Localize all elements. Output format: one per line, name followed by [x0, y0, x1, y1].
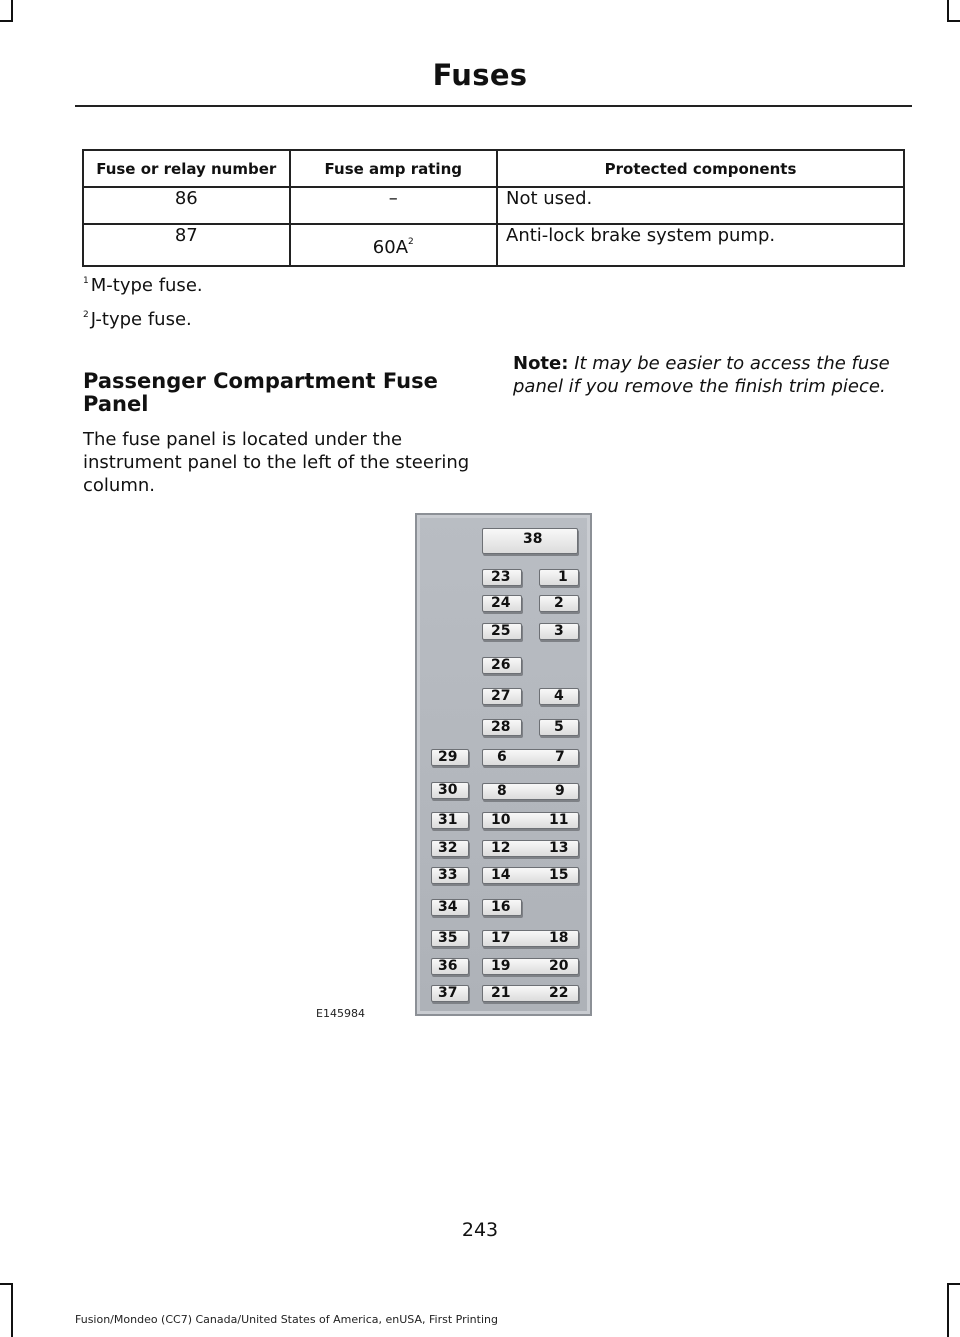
- fuse-number-label: 28: [491, 719, 511, 735]
- fuse-slot: [539, 595, 579, 612]
- table-row: [83, 224, 904, 266]
- crop-mark-top-right: [947, 0, 949, 22]
- fuse-slot: [539, 688, 579, 705]
- fuse-number-label: 15: [549, 867, 569, 883]
- fuse-number-label: 35: [438, 930, 458, 946]
- fuse-slot: [482, 783, 579, 800]
- footnote-reference: 2: [408, 237, 414, 247]
- fuse-number-label: 10: [491, 812, 511, 828]
- page-footer: Fusion/Mondeo (CC7) Canada/United States of America, enUSA, First Printing: [75, 1313, 498, 1326]
- fuse-number-label: 32: [438, 840, 458, 856]
- protected-components-cell: Not used.: [497, 187, 904, 224]
- fuse-slot: [482, 930, 579, 947]
- fuse-number-label: 20: [549, 958, 569, 974]
- fuse-slot: [482, 749, 579, 766]
- amp-rating-value: 60A: [372, 237, 409, 258]
- fuse-number-label: 31: [438, 812, 458, 828]
- fuse-slot: [431, 930, 469, 947]
- crop-mark-top-left: [11, 0, 13, 22]
- fuse-slot: [482, 840, 579, 857]
- fuse-number-label: 1: [558, 569, 568, 585]
- fuse-slot: [431, 749, 469, 766]
- fuse-number-label: 2: [554, 595, 564, 611]
- figure-reference-code: E145984: [316, 1007, 365, 1020]
- crop-mark-bottom-left: [0, 1283, 13, 1285]
- fuse-number-label: 5: [554, 719, 564, 735]
- column-header-protected-components: Protected components: [497, 150, 904, 187]
- fuse-number-label: 24: [491, 595, 511, 611]
- fuse-number-label: 11: [549, 812, 569, 828]
- fuse-number-label: 25: [491, 623, 511, 639]
- paragraph-line: instrument panel to the left of the steering: [83, 452, 470, 473]
- fuse-number-label: 13: [549, 840, 569, 856]
- crop-mark-bottom-right: [947, 1283, 960, 1285]
- footnote-2: [83, 309, 192, 330]
- fuse-number-label: 34: [438, 899, 458, 915]
- fuse-number-label: 27: [491, 688, 511, 704]
- amp-rating-cell: –: [290, 187, 497, 224]
- fuse-number-label: 30: [438, 782, 458, 798]
- fuse-number-label: 33: [438, 867, 458, 883]
- crop-mark-bottom-left: [11, 1283, 13, 1337]
- table-header-row: [83, 150, 904, 187]
- fuse-number-label: 3: [554, 623, 564, 639]
- fuse-slot: [431, 812, 469, 829]
- column-header-amp-rating: Fuse amp rating: [290, 150, 497, 187]
- note-label: Note:: [513, 353, 569, 374]
- table-row: [83, 187, 904, 224]
- crop-mark-bottom-right: [947, 1283, 949, 1337]
- fuse-number-label: 4: [554, 688, 564, 704]
- fuse-slot: [431, 899, 469, 916]
- fuse-number-label: 14: [491, 867, 511, 883]
- fuse-number-label: 18: [549, 930, 569, 946]
- note-text-line: It may be easier to access the fuse: [574, 353, 890, 374]
- note-paragraph: [513, 352, 913, 398]
- fuse-slot: [482, 867, 579, 884]
- fuse-panel-diagram: [415, 513, 592, 1016]
- fuse-number-cell: 87: [83, 224, 290, 266]
- fuse-slot: [482, 595, 522, 612]
- fuse-slot: [482, 623, 522, 640]
- fuse-number-label: 23: [491, 569, 511, 585]
- crop-mark-top-right: [947, 20, 960, 22]
- fuse-slot: [482, 528, 578, 554]
- fuse-number-label: 8: [497, 783, 507, 799]
- footnote-marker: 1: [83, 276, 89, 286]
- footnote-marker: 2: [83, 310, 89, 320]
- fuse-slot: [482, 812, 579, 829]
- page-number: 243: [461, 1219, 499, 1241]
- fuse-slot: [482, 688, 522, 705]
- section-heading-line: Panel: [83, 392, 149, 416]
- fuse-number-label: 38: [523, 531, 543, 547]
- fuse-number-label: 17: [491, 930, 511, 946]
- fuse-number-cell: 86: [83, 187, 290, 224]
- fuse-number-label: 36: [438, 958, 458, 974]
- fuse-number-label: 7: [555, 749, 565, 765]
- fuse-slot: [482, 719, 522, 736]
- fuse-slot: [431, 782, 469, 799]
- fuse-number-label: 6: [497, 749, 507, 765]
- fuse-slot: [431, 985, 469, 1002]
- footnote-text: M-type fuse.: [90, 275, 203, 296]
- paragraph-line: The fuse panel is located under the: [83, 429, 403, 450]
- fuse-slot: [431, 867, 469, 884]
- fuse-slot: [539, 719, 579, 736]
- fuse-number-label: 21: [491, 985, 511, 1001]
- fuse-slot: [539, 623, 579, 640]
- page-title: Fuses: [432, 58, 528, 92]
- fuse-slot: [482, 657, 522, 674]
- fuse-number-label: 26: [491, 657, 511, 673]
- footnote-1: [83, 275, 203, 296]
- fuse-number-label: 16: [491, 899, 511, 915]
- fuse-specification-table: [82, 149, 905, 267]
- fuse-slot: [482, 958, 579, 975]
- crop-mark-top-left: [0, 20, 13, 22]
- fuse-slot: [482, 985, 579, 1002]
- section-heading-line: Passenger Compartment Fuse: [83, 369, 438, 393]
- column-header-fuse-number: Fuse or relay number: [83, 150, 290, 187]
- fuse-number-label: 29: [438, 749, 458, 765]
- fuse-number-label: 22: [549, 985, 569, 1001]
- fuse-slot: [431, 958, 469, 975]
- footnote-text: J-type fuse.: [90, 309, 192, 330]
- fuse-number-label: 37: [438, 985, 458, 1001]
- fuse-slot: [539, 569, 579, 586]
- section-heading: [83, 370, 483, 416]
- fuse-slot: [431, 840, 469, 857]
- note-text-line: panel if you remove the finish trim piece.: [513, 376, 886, 397]
- paragraph-line: column.: [83, 475, 155, 496]
- title-divider: [75, 105, 912, 107]
- fuse-slot: [482, 569, 522, 586]
- fuse-number-label: 12: [491, 840, 511, 856]
- fuse-number-label: 19: [491, 958, 511, 974]
- protected-components-cell: Anti-lock brake system pump.: [497, 224, 904, 266]
- fuse-number-label: 9: [555, 783, 565, 799]
- fuse-slot: [482, 899, 522, 916]
- section-body-paragraph: [83, 428, 483, 497]
- amp-rating-cell: [290, 224, 497, 266]
